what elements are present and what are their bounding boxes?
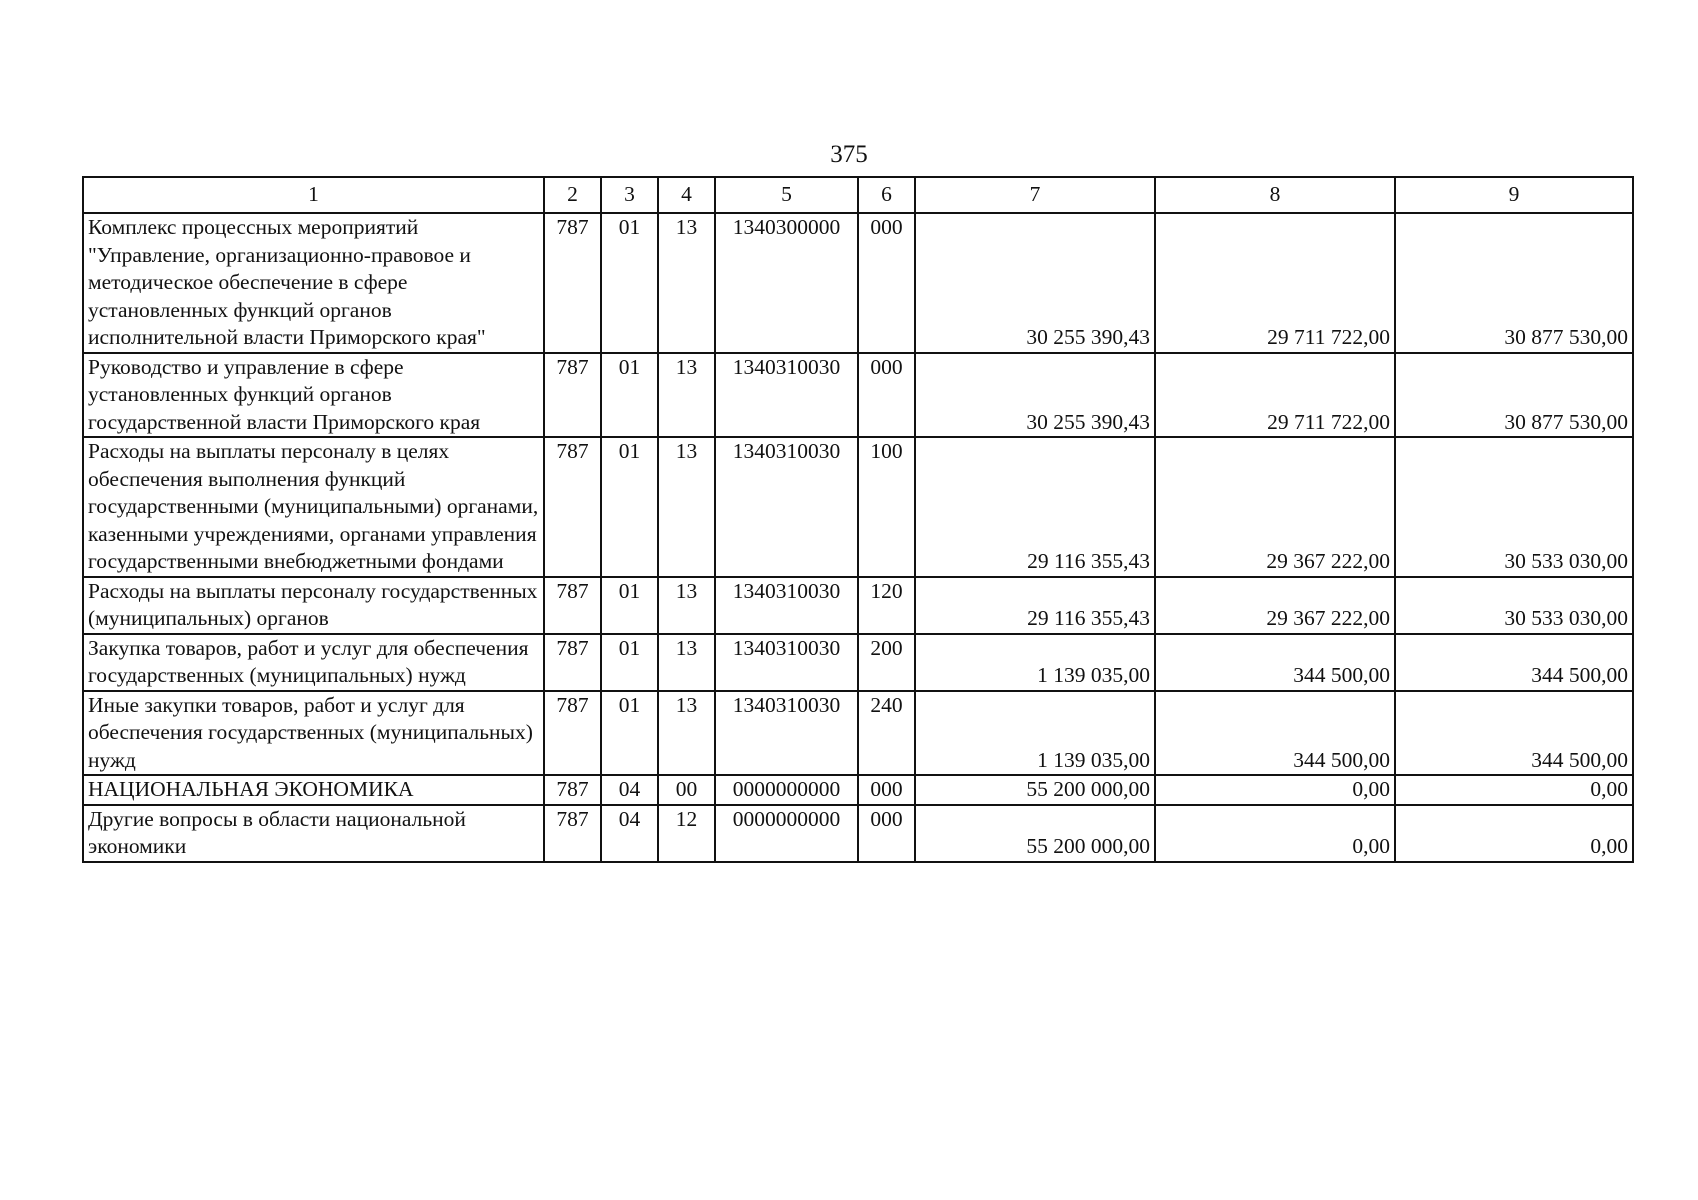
ministry-code: 787 bbox=[544, 634, 601, 691]
amount-col8: 29 367 222,00 bbox=[1155, 437, 1395, 577]
column-header: 1 bbox=[83, 177, 544, 213]
section-code: 01 bbox=[601, 691, 658, 776]
row-name: Расходы на выплаты персоналу государственных (муниципальных) органов bbox=[83, 577, 544, 634]
column-header: 6 bbox=[858, 177, 915, 213]
amount-col7: 1 139 035,00 bbox=[915, 634, 1155, 691]
expense-type-code: 200 bbox=[858, 634, 915, 691]
target-article-code: 0000000000 bbox=[715, 775, 858, 805]
ministry-code: 787 bbox=[544, 691, 601, 776]
amount-col8: 29 711 722,00 bbox=[1155, 353, 1395, 438]
expense-type-code: 000 bbox=[858, 213, 915, 353]
subsection-code: 13 bbox=[658, 634, 715, 691]
expense-type-code: 240 bbox=[858, 691, 915, 776]
page-number: 375 bbox=[830, 141, 868, 168]
amount-col7: 1 139 035,00 bbox=[915, 691, 1155, 776]
amount-col9: 30 877 530,00 bbox=[1395, 353, 1633, 438]
target-article-code: 1340310030 bbox=[715, 634, 858, 691]
amount-col7: 29 116 355,43 bbox=[915, 437, 1155, 577]
header-row bbox=[83, 177, 1633, 213]
subsection-code: 00 bbox=[658, 775, 715, 805]
table-row bbox=[83, 775, 1633, 805]
ministry-code: 787 bbox=[544, 805, 601, 862]
amount-col8: 29 367 222,00 bbox=[1155, 577, 1395, 634]
subsection-code: 12 bbox=[658, 805, 715, 862]
table-row bbox=[83, 691, 1633, 776]
expense-type-code: 000 bbox=[858, 775, 915, 805]
amount-col9: 30 533 030,00 bbox=[1395, 437, 1633, 577]
amount-col7: 55 200 000,00 bbox=[915, 775, 1155, 805]
amount-col8: 344 500,00 bbox=[1155, 634, 1395, 691]
row-name: Закупка товаров, работ и услуг для обеспечения государственных (муниципальных) нужд bbox=[83, 634, 544, 691]
subsection-code: 13 bbox=[658, 213, 715, 353]
ministry-code: 787 bbox=[544, 775, 601, 805]
amount-col9: 0,00 bbox=[1395, 805, 1633, 862]
expense-type-code: 120 bbox=[858, 577, 915, 634]
section-code: 01 bbox=[601, 437, 658, 577]
subsection-code: 13 bbox=[658, 437, 715, 577]
target-article-code: 1340310030 bbox=[715, 577, 858, 634]
subsection-code: 13 bbox=[658, 577, 715, 634]
row-name: Расходы на выплаты персоналу в целях обеспечения выполнения функций государственными (муниципальными) органами, казенными учреждениями, органами управления государственными внебюджетными фондами bbox=[83, 437, 544, 577]
target-article-code: 1340310030 bbox=[715, 353, 858, 438]
table-row bbox=[83, 577, 1633, 634]
table-row bbox=[83, 805, 1633, 862]
table-row bbox=[83, 634, 1633, 691]
amount-col8: 0,00 bbox=[1155, 775, 1395, 805]
amount-col9: 344 500,00 bbox=[1395, 691, 1633, 776]
subsection-code: 13 bbox=[658, 691, 715, 776]
subsection-code: 13 bbox=[658, 353, 715, 438]
amount-col9: 0,00 bbox=[1395, 775, 1633, 805]
expense-type-code: 100 bbox=[858, 437, 915, 577]
column-header: 8 bbox=[1155, 177, 1395, 213]
section-code: 01 bbox=[601, 353, 658, 438]
table-row bbox=[83, 437, 1633, 577]
row-name: Иные закупки товаров, работ и услуг для обеспечения государственных (муниципальных) нужд bbox=[83, 691, 544, 776]
section-code: 01 bbox=[601, 213, 658, 353]
amount-col9: 344 500,00 bbox=[1395, 634, 1633, 691]
column-header: 9 bbox=[1395, 177, 1633, 213]
ministry-code: 787 bbox=[544, 437, 601, 577]
section-code: 04 bbox=[601, 775, 658, 805]
target-article-code: 1340300000 bbox=[715, 213, 858, 353]
amount-col7: 55 200 000,00 bbox=[915, 805, 1155, 862]
target-article-code: 1340310030 bbox=[715, 691, 858, 776]
ministry-code: 787 bbox=[544, 577, 601, 634]
ministry-code: 787 bbox=[544, 353, 601, 438]
target-article-code: 0000000000 bbox=[715, 805, 858, 862]
row-name: НАЦИОНАЛЬНАЯ ЭКОНОМИКА bbox=[83, 775, 544, 805]
ministry-code: 787 bbox=[544, 213, 601, 353]
amount-col7: 30 255 390,43 bbox=[915, 213, 1155, 353]
section-code: 04 bbox=[601, 805, 658, 862]
column-header: 5 bbox=[715, 177, 858, 213]
table-row bbox=[83, 213, 1633, 353]
column-header: 7 bbox=[915, 177, 1155, 213]
row-name: Комплекс процессных мероприятий "Управление, организационно-правовое и методическое обеспечение в сфере установленных функций органов исполнительной власти Приморского края" bbox=[83, 213, 544, 353]
amount-col8: 29 711 722,00 bbox=[1155, 213, 1395, 353]
amount-col8: 0,00 bbox=[1155, 805, 1395, 862]
column-header: 3 bbox=[601, 177, 658, 213]
amount-col7: 30 255 390,43 bbox=[915, 353, 1155, 438]
section-code: 01 bbox=[601, 577, 658, 634]
amount-col9: 30 877 530,00 bbox=[1395, 213, 1633, 353]
expense-type-code: 000 bbox=[858, 353, 915, 438]
amount-col7: 29 116 355,43 bbox=[915, 577, 1155, 634]
column-header: 4 bbox=[658, 177, 715, 213]
amount-col8: 344 500,00 bbox=[1155, 691, 1395, 776]
table-row bbox=[83, 353, 1633, 438]
budget-table bbox=[82, 176, 1634, 863]
expense-type-code: 000 bbox=[858, 805, 915, 862]
row-name: Другие вопросы в области национальной экономики bbox=[83, 805, 544, 862]
column-header: 2 bbox=[544, 177, 601, 213]
row-name: Руководство и управление в сфере установленных функций органов государственной власти Приморского края bbox=[83, 353, 544, 438]
target-article-code: 1340310030 bbox=[715, 437, 858, 577]
section-code: 01 bbox=[601, 634, 658, 691]
amount-col9: 30 533 030,00 bbox=[1395, 577, 1633, 634]
